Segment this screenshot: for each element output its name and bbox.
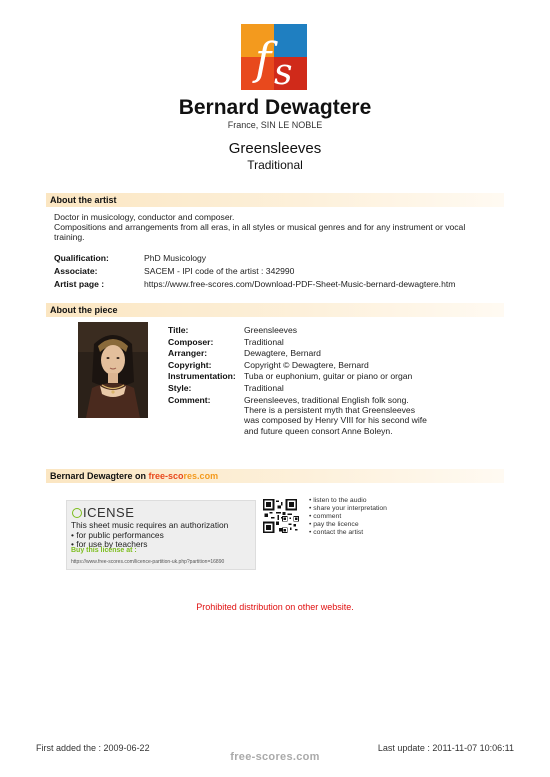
license-line: This sheet music requires an authorization <box>71 520 229 530</box>
piece-subtitle: Traditional <box>247 158 303 172</box>
field-value: SACEM - IPI code of the artist : 342990 <box>144 266 295 276</box>
field-value: Traditional <box>244 336 284 347</box>
field-label: Comment: <box>168 394 211 405</box>
field-value: Tuba or euphonium, guitar or piano or organ <box>244 371 413 382</box>
piece-field-title <box>168 325 508 337</box>
piece-field-arranger <box>168 348 508 360</box>
license-title <box>72 505 134 520</box>
field-label: Copyright: <box>168 359 212 370</box>
brand-part-b: res.com <box>183 471 219 481</box>
feature-item: • pay the licence <box>309 521 359 528</box>
feature-item: • share your interpretation <box>309 505 387 512</box>
distribution-notice: Prohibited distribution on other website. <box>196 602 354 612</box>
piece-field-composer <box>168 337 508 349</box>
piece-info <box>168 325 508 436</box>
feature-item: • listen to the audio <box>309 497 367 504</box>
artist-bio <box>54 212 504 242</box>
last-update: Last update : 2011-11-07 10:06:11 <box>377 743 514 753</box>
field-value: Greensleeves <box>244 325 298 335</box>
footer-brand: free-scores.com <box>230 751 320 763</box>
field-label: Instrumentation: <box>168 371 236 382</box>
license-box[interactable] <box>66 500 256 570</box>
svg-text:f: f <box>255 34 272 85</box>
artist-page-link[interactable]: https://www.free-scores.com/Download-PDF-Sheet-Music-bernard-dewagtere.htm <box>144 279 456 289</box>
features-list <box>309 497 387 537</box>
field-value: PhD Musicology <box>144 253 207 263</box>
field-label: Style: <box>168 382 192 393</box>
feature-item: • comment <box>309 513 342 520</box>
field-label: Composer: <box>168 336 214 347</box>
bio-line: Compositions and arrangements from all eras, in all styles or musical genres and for any instrument or vocal <box>54 222 466 232</box>
field-label: Title: <box>168 325 189 335</box>
on-site-heading <box>46 469 504 483</box>
field-value: Dewagtere, Bernard <box>244 348 321 359</box>
piece-field-instrumentation <box>168 371 508 383</box>
portrait-image <box>78 322 148 418</box>
svg-text:s: s <box>274 52 293 90</box>
field-label: Associate: <box>54 266 98 276</box>
piece-field-copyright <box>168 360 508 372</box>
bio-line: training. <box>54 232 85 242</box>
qr-code-icon[interactable] <box>282 516 299 533</box>
field-label: Arranger: <box>168 348 208 359</box>
license-line: • for use by teachers <box>71 539 148 549</box>
license-buy: Buy this license at : <box>71 547 137 554</box>
field-label: Artist page : <box>54 279 105 289</box>
license-line: • for public performances <box>71 530 164 540</box>
on-site-prefix: Bernard Dewagtere on <box>50 471 149 481</box>
license-circle-icon <box>72 508 82 518</box>
about-piece-heading: About the piece <box>46 303 504 317</box>
artist-location: France, SIN LE NOBLE <box>227 120 323 130</box>
license-title-text: ICENSE <box>83 505 135 520</box>
feature-item: • contact the artist <box>309 529 364 536</box>
free-scores-fs-logo <box>241 24 307 90</box>
piece-field-style <box>168 383 508 395</box>
field-value: Traditional <box>244 382 284 393</box>
license-url[interactable]: https://www.free-scores.com/licence-partition-uk.php?partition=16890 <box>71 559 225 565</box>
about-artist-heading: About the artist <box>46 193 504 207</box>
first-added: First added the : 2009-06-22 <box>36 743 150 753</box>
field-label: Qualification: <box>54 253 109 263</box>
field-value: Copyright © Dewagtere, Bernard <box>244 359 369 370</box>
piece-field-comment <box>168 394 508 436</box>
piece-title: Greensleeves <box>228 140 322 157</box>
brand-part-a: free-sco <box>148 471 184 481</box>
artist-name: Bernard Dewagtere <box>178 96 372 119</box>
field-value: Greensleeves, traditional English folk song. There is a persistent myth that Greensleeves was composed by Henry VIII for his second wife and future queen consort Anne Boleyn. <box>244 394 427 436</box>
bio-line: Doctor in musicology, conductor and composer. <box>54 212 235 222</box>
